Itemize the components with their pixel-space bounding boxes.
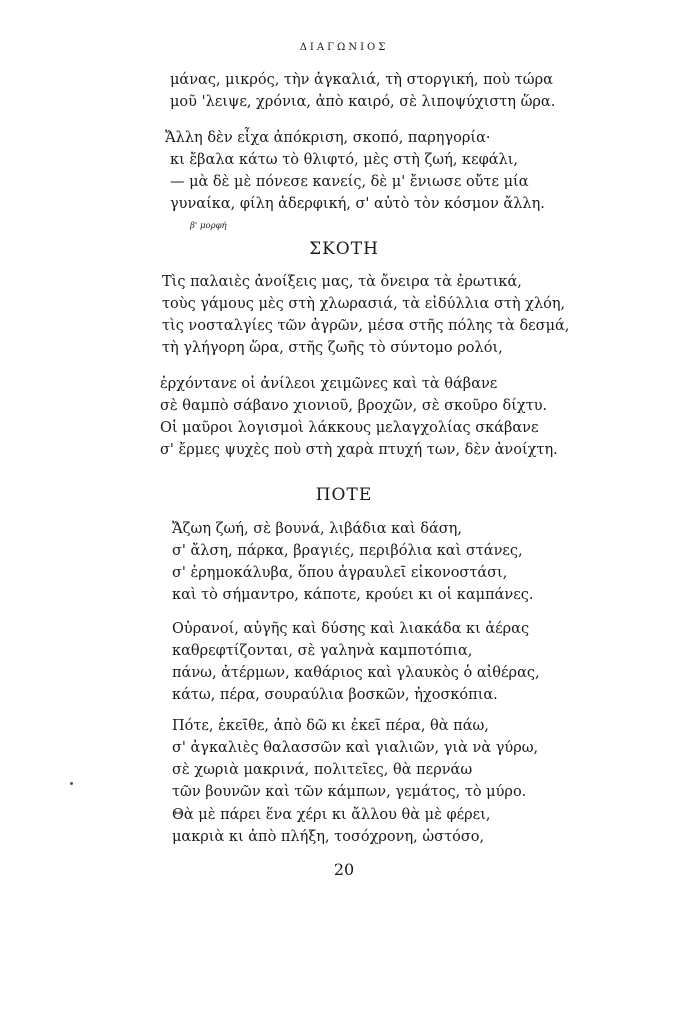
running-head: ΔΙΑΓΩΝΙΟΣ bbox=[299, 42, 389, 53]
verse-line: καθρεφτίζονται, σὲ γαληνὰ καμποτόπια, bbox=[172, 643, 473, 659]
poem2-stanza-1 bbox=[172, 518, 533, 606]
verse-line: μάνας, μικρός, τὴν ἀγκαλιά, τὴ στοργική, ποὺ τώρα bbox=[170, 72, 553, 88]
poem-title-skoti: ΣΚΟΤΗ bbox=[309, 239, 379, 259]
version-note: β' μορφή bbox=[190, 221, 227, 231]
verse-line: σὲ θαμπὸ σάβανο χιονιοῦ, βροχῶν, σὲ σκοῦρο δίχτυ. bbox=[160, 398, 548, 414]
verse-line: τὶς νοσταλγίες τῶν ἀγρῶν, μέσα στῆς πόλης τὰ δεσμά, bbox=[162, 318, 570, 334]
verse-line: σὲ χωριὰ μακρινά, πολιτεῖες, θὰ περνάω bbox=[172, 762, 473, 778]
verse-line: τὴ γλήγορη ὥρα, στῆς ζωῆς τὸ σύντομο ρολόι, bbox=[162, 340, 503, 356]
ink-speck bbox=[70, 782, 73, 785]
verse-line: Τὶς παλαιὲς ἀνοίξεις μας, τὰ ὄνειρα τὰ ἐρωτικά, bbox=[162, 274, 522, 290]
verse-line: σ' ἀγκαλιὲς θαλασσῶν καὶ γιαλιῶν, γιὰ νὰ γύρω, bbox=[172, 740, 539, 756]
continuation-stanza-2 bbox=[165, 127, 545, 215]
poem1-stanza-2 bbox=[160, 373, 558, 461]
verse-line: — μὰ δὲ μὲ πόνεσε κανείς, δὲ μ' ἔνιωσε οὔτε μία bbox=[170, 174, 529, 190]
verse-line: κάτω, πέρα, σουραύλια βοσκῶν, ἠχοσκόπια. bbox=[172, 687, 498, 703]
verse-line: Οἱ μαῦροι λογισμοὶ λάκκους μελαγχολίας σκάβανε bbox=[160, 420, 539, 436]
poem2-stanza-4 bbox=[172, 804, 491, 848]
poem1-stanza-1 bbox=[162, 271, 569, 359]
verse-line: Ἄζωη ζωή, σὲ βουνά, λιβάδια καὶ δάση, bbox=[172, 521, 462, 537]
verse-line: Ἄλλη δὲν εἶχα ἀπόκριση, σκοπό, παρηγορία· bbox=[165, 130, 491, 146]
continuation-stanza-1 bbox=[170, 69, 555, 113]
verse-line: σ' ἐρημοκάλυβα, ὅπου ἀγραυλεῖ εἰκονοστάσι, bbox=[172, 565, 508, 581]
verse-line: σ' ἄλση, πάρκα, βραγιές, περιβόλια καὶ στάνες, bbox=[172, 543, 523, 559]
verse-line: τοὺς γάμους μὲς στὴ χλωρασιά, τὰ εἰδύλλια στὴ χλόη, bbox=[162, 296, 566, 312]
poem-title-pote: ΠΟΤΕ bbox=[315, 485, 373, 505]
verse-line: μοῦ 'λειψε, χρόνια, ἀπὸ καιρό, σὲ λιποψύχιστη ὥρα. bbox=[170, 94, 556, 110]
poem2-stanza-3 bbox=[172, 715, 538, 803]
verse-line: καὶ τὸ σήμαντρο, κάποτε, κρούει κι οἱ καμπάνες. bbox=[172, 587, 534, 603]
verse-line: Πότε, ἐκεῖθε, ἀπὸ δῶ κι ἐκεῖ πέρα, θὰ πάω, bbox=[172, 718, 489, 734]
verse-line: πάνω, ἀτέρμων, καθάριος καὶ γλαυκὸς ὁ αἰθέρας, bbox=[172, 665, 540, 681]
verse-line: μακριὰ κι ἀπὸ πλήξη, τοσόχρονη, ὡστόσο, bbox=[172, 829, 485, 845]
verse-line: Θὰ μὲ πάρει ἕνα χέρι κι ἄλλου θὰ μὲ φέρει, bbox=[172, 807, 491, 823]
verse-line: γυναίκα, φίλη ἀδερφική, σ' αὐτὸ τὸν κόσμον ἄλλη. bbox=[170, 196, 545, 212]
poem2-stanza-2 bbox=[172, 618, 540, 706]
verse-line: κι ἔβαλα κάτω τὸ θλιφτό, μὲς στὴ ζωή, κεφάλι, bbox=[170, 152, 519, 168]
verse-line: σ' ἔρμες ψυχὲς ποὺ στὴ χαρὰ πτυχή των, δὲν ἀνοίχτη. bbox=[160, 442, 558, 458]
verse-line: ἐρχόντανε οἱ ἀνίλεοι χειμῶνες καὶ τὰ θάβανε bbox=[160, 376, 498, 392]
verse-line: τῶν βουνῶν καὶ τῶν κάμπων, γεμάτος, τὸ μύρο. bbox=[172, 784, 527, 800]
verse-line: Οὐρανοί, αὐγῆς καὶ δύσης καὶ λιακάδα κι ἀέρας bbox=[172, 621, 530, 637]
page-number: 20 bbox=[333, 860, 355, 879]
